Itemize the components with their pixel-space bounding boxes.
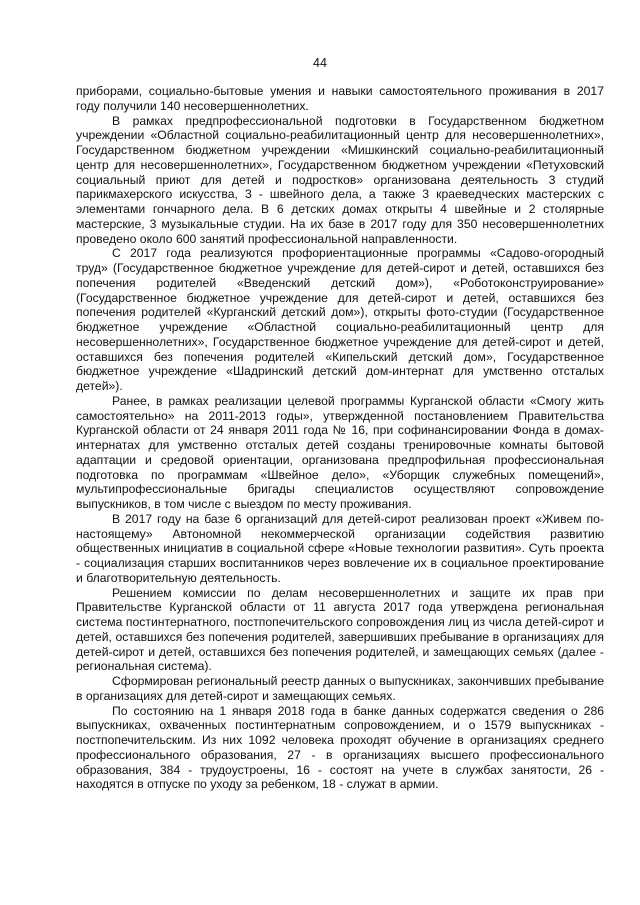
page-number: 44 <box>313 56 327 70</box>
paragraph-registry: Сформирован региональный реестр данных о выпускниках, закончивших пребывание в организациях для детей-сирот и замещающих семьях. <box>76 674 604 703</box>
paragraph-continuation: приборами, социально-бытовые умения и навыки самостоятельного проживания в 2017 году получили 140 несовершеннолетних. <box>76 84 604 113</box>
paragraph-preprofessional-training: В рамках предпрофессиональной подготовки в Государственном бюджетном учреждении «Областной социально-реабилитационный центр для несовершеннолетних», Государственном бюджетном учреждении «Мишкинский социально-реабилитационный центр для несовершеннолетних», Государственном бюджетном учреждении «Петуховский социальный приют для детей и подростков» организована деятельность 3 студий парикмахерского искусства, 3 - швейного дела, а также 3 краеведческих мастерских с элементами гончарного дела. В 6 детских домах открыты 4 швейные и 2 столярные мастерские, 3 музыкальные студии. На их базе в 2017 году для 350 несовершеннолетних проведено около 600 занятий профессиональной направленности. <box>76 113 604 246</box>
paragraph-commission-decision: Решением комиссии по делам несовершеннолетних и защите их прав при Правительстве Курганской области от 11 августа 2017 года утверждена региональная система постинтернатного, постпопечительского сопровождения лиц из числа детей-сирот и детей, оставшихся без попечения родителей, завершивших пребывание в организациях для детей-сирот и детей, оставшихся без попечения родителей, и замещающих семьях (далее - региональная система). <box>76 585 604 674</box>
paragraph-target-program: Ранее, в рамках реализации целевой программы Курганской области «Смогу жить самостоятельно» на 2011-2013 годы», утвержденной постановлением Правительства Курганской области от 24 января 2011 года № 16, при софинансировании Фонда в домах-интернатах для умственно отсталых детей созданы тренировочные комнаты бытовой адаптации и средовой ориентации, организована предпрофильная профессиональная подготовка по программам «Швейное дело», «Уборщик служебных помещений», мультипрофессиональные бригады специалистов осуществляют сопровождение выпускников, в том числе с выездом по месту проживания. <box>76 393 604 511</box>
document-body <box>76 84 604 792</box>
paragraph-statistics: По состоянию на 1 января 2018 года в банке данных содержатся сведения о 286 выпускниках, охваченных постинтернатным сопровождением, и о 1579 выпускниках - постпопечительским. Из них 1092 человека проходят обучение в организациях среднего профессионального образования, 27 - в организациях высшего профессионального образования, 384 - трудоустроены, 16 - состоят на учете в службах занятости, 26 - находятся в отпуске по уходу за ребенком, 18 - служат в армии. <box>76 703 604 792</box>
paragraph-project-living: В 2017 году на базе 6 организаций для детей-сирот реализован проект «Живем по-настоящему» Автономной некоммерческой организации содействия развитию общественных инициатив в социальной сфере «Новые технологии развития». Суть проекта - социализация старших воспитанников через вовлечение их в социальное проектирование и благотворительную деятельность. <box>76 511 604 585</box>
paragraph-career-programs: С 2017 года реализуются профориентационные программы «Садово-огородный труд» (Государственное бюджетное учреждение для детей-сирот и детей, оставшихся без попечения родителей «Введенский детский дом»), «Роботоконструирование» (Государственное бюджетное учреждение для детей-сирот и детей, оставшихся без попечения родителей «Курганский детский дом»), открыты фото-студии (Государственное бюджетное учреждение «Областной социально-реабилитационный центр для несовершеннолетних», Государственное бюджетное учреждение для детей-сирот и детей, оставшихся без попечения родителей «Кипельский детский дом», Государственное бюджетное учреждение «Шадринский детский дом-интернат для умственно отсталых детей»). <box>76 246 604 393</box>
